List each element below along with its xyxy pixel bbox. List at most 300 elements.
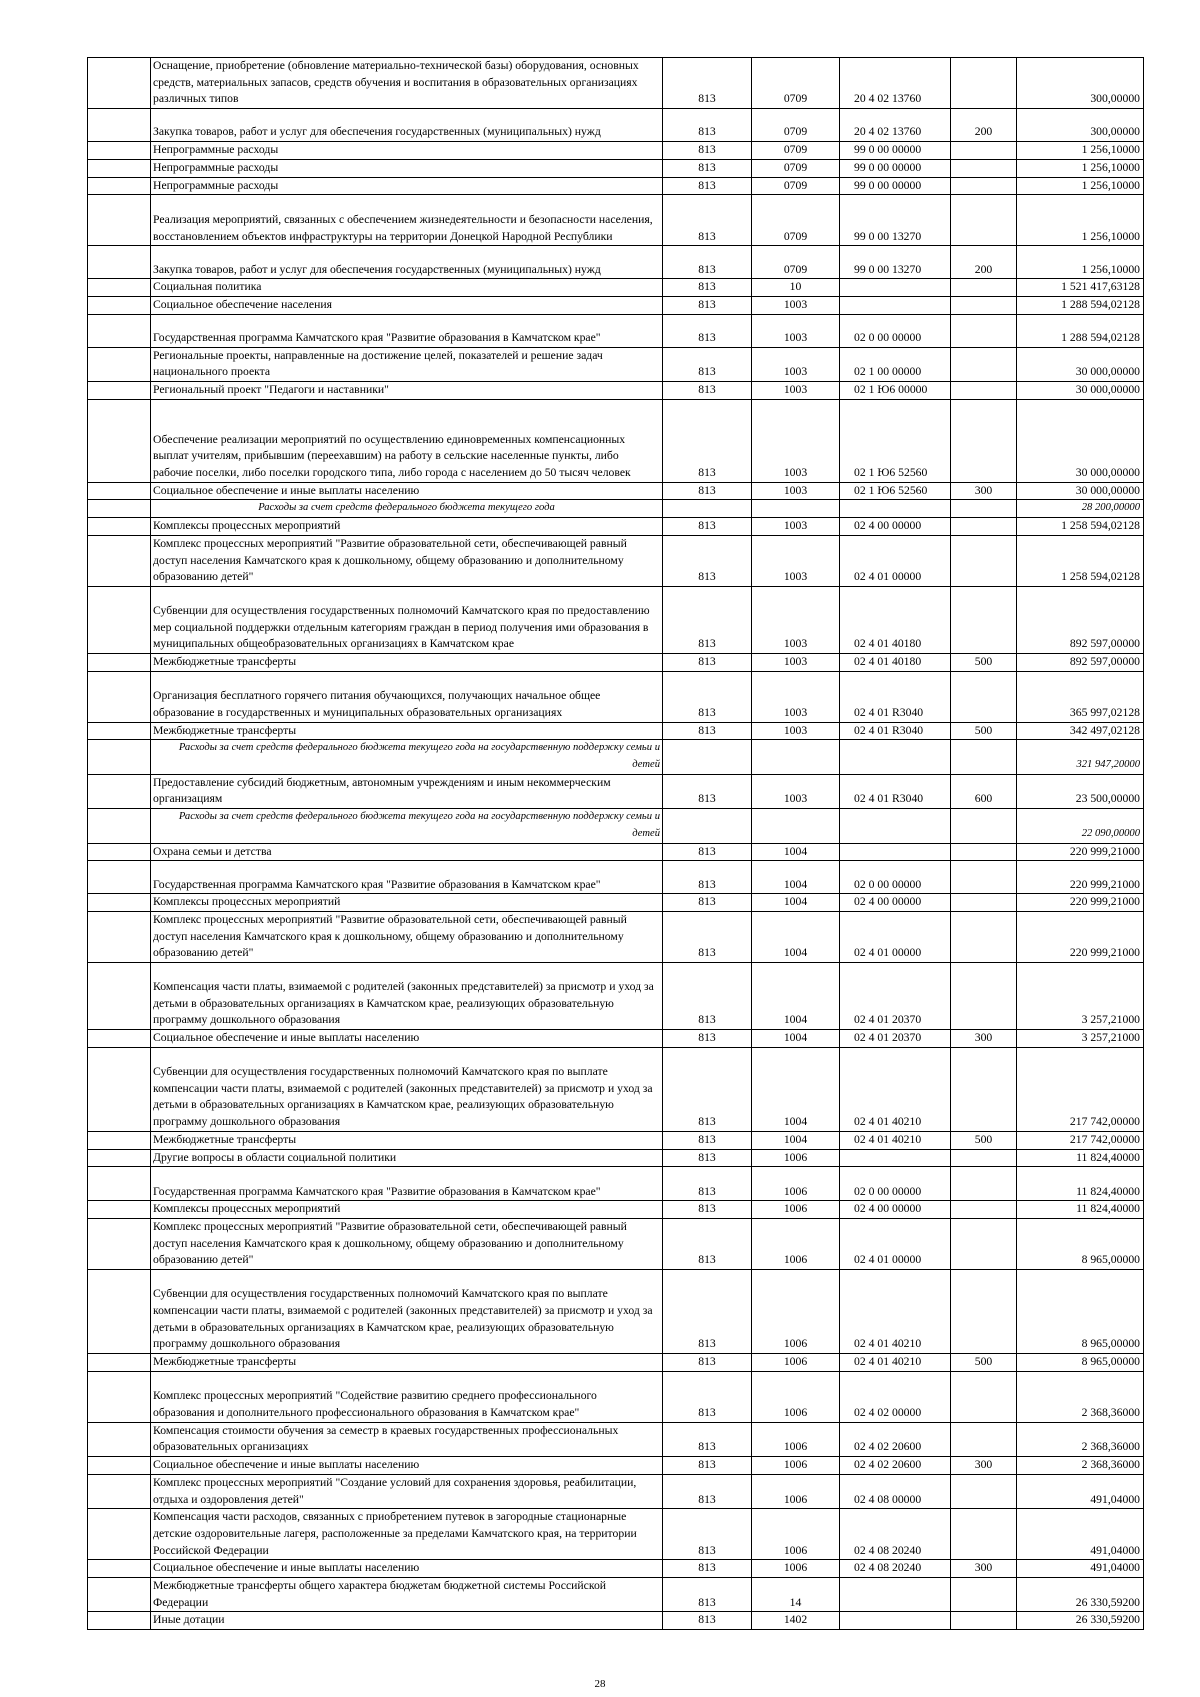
row-expense-type	[951, 399, 1017, 482]
row-expense-type	[951, 142, 1017, 160]
blank-cell	[88, 1612, 151, 1630]
row-section: 0709	[752, 142, 840, 160]
table-row	[88, 586, 1144, 653]
row-name: Комплексы процессных мероприятий	[151, 894, 663, 912]
blank-cell	[88, 1371, 151, 1422]
table-row	[88, 314, 1144, 347]
row-name: Непрограммные расходы	[151, 177, 663, 195]
row-expense-type	[951, 1149, 1017, 1167]
row-target-article: 02 4 02 20600	[840, 1457, 951, 1475]
row-name: Непрограммные расходы	[151, 159, 663, 177]
row-name: Государственная программа Камчатского края "Развитие образования в Камчатском крае"	[151, 314, 663, 347]
row-expense-type	[951, 1474, 1017, 1508]
row-code: 813	[663, 1509, 752, 1560]
row-code: 813	[663, 399, 752, 482]
row-code: 813	[663, 142, 752, 160]
row-section: 1006	[752, 1457, 840, 1475]
row-name: Социальная политика	[151, 279, 663, 297]
row-name: Закупка товаров, работ и услуг для обеспечения государственных (муниципальных) нужд	[151, 246, 663, 279]
row-code: 813	[663, 1371, 752, 1422]
table-row	[88, 1474, 1144, 1508]
blank-cell	[88, 809, 151, 843]
table-row	[88, 843, 1144, 861]
blank-cell	[88, 482, 151, 500]
row-code: 813	[663, 159, 752, 177]
row-code: 813	[663, 1422, 752, 1456]
row-expense-type: 500	[951, 653, 1017, 671]
row-code: 813	[663, 296, 752, 314]
row-section: 1006	[752, 1422, 840, 1456]
row-section: 1006	[752, 1371, 840, 1422]
row-section: 1003	[752, 774, 840, 808]
row-expense-type: 500	[951, 1131, 1017, 1149]
table-row	[88, 142, 1144, 160]
row-name: Комплекс процессных мероприятий "Создание условий для сохранения здоровья, реабилитации, отдыха и оздоровления детей"	[151, 1474, 663, 1508]
page-number: 28	[594, 1678, 606, 1690]
row-name: Комплекс процессных мероприятий "Развитие образовательной сети, обеспечивающей равный доступ населения Камчатского края к дошкольному, общему образованию и дополнительному образованию детей"	[151, 535, 663, 586]
blank-cell	[88, 653, 151, 671]
row-target-article: 02 4 01 40210	[840, 1047, 951, 1131]
row-expense-type	[951, 809, 1017, 843]
blank-cell	[88, 774, 151, 808]
row-amount: 3 257,21000	[1017, 1030, 1144, 1048]
blank-cell	[88, 296, 151, 314]
table-row	[88, 963, 1144, 1030]
table-row	[88, 482, 1144, 500]
table-row	[88, 894, 1144, 912]
row-amount: 30 000,00000	[1017, 382, 1144, 400]
row-section: 1402	[752, 1612, 840, 1630]
row-name: Субвенции для осуществления государственных полномочий Камчатского края по выплате компенсации части платы, взимаемой с родителей (законных представителей) за присмотр и уход за детьми в образовательных организациях в Камчатском крае, реализующих образовательную программу дошкольного образования	[151, 1270, 663, 1354]
row-expense-type: 500	[951, 722, 1017, 740]
row-expense-type: 300	[951, 1560, 1017, 1578]
row-expense-type	[951, 535, 1017, 586]
table-row	[88, 671, 1144, 722]
row-expense-type	[951, 1612, 1017, 1630]
row-expense-type	[951, 894, 1017, 912]
row-expense-type	[951, 1270, 1017, 1354]
row-expense-type: 500	[951, 1354, 1017, 1372]
row-expense-type	[951, 1218, 1017, 1269]
row-code: 813	[663, 1047, 752, 1131]
row-target-article: 02 4 01 00000	[840, 535, 951, 586]
row-name: Комплекс процессных мероприятий "Развитие образовательной сети, обеспечивающей равный доступ населения Камчатского края к дошкольному, общему образованию и дополнительному образованию детей"	[151, 911, 663, 962]
blank-cell	[88, 500, 151, 518]
blank-cell	[88, 58, 151, 109]
row-section: 0709	[752, 109, 840, 142]
row-amount: 220 999,21000	[1017, 894, 1144, 912]
row-name: Комплексы процессных мероприятий	[151, 1201, 663, 1219]
blank-cell	[88, 1149, 151, 1167]
table-row	[88, 809, 1144, 843]
blank-cell	[88, 518, 151, 536]
row-amount: 2 368,36000	[1017, 1371, 1144, 1422]
row-code: 813	[663, 109, 752, 142]
row-expense-type	[951, 159, 1017, 177]
row-section: 1006	[752, 1560, 840, 1578]
row-expense-type	[951, 382, 1017, 400]
row-section: 14	[752, 1578, 840, 1612]
row-expense-type	[951, 177, 1017, 195]
row-amount: 892 597,00000	[1017, 586, 1144, 653]
blank-cell	[88, 1030, 151, 1048]
row-name: Государственная программа Камчатского края "Развитие образования в Камчатском крае"	[151, 1167, 663, 1201]
row-name: Обеспечение реализации мероприятий по осуществлению единовременных компенсационных выплат учителям, прибывшим (переехавшим) на работу в сельские населенные пункты, либо рабочие поселки, либо поселки городского типа, либо города с населением до 50 тысяч человек	[151, 399, 663, 482]
row-section: 1003	[752, 722, 840, 740]
row-section: 1003	[752, 586, 840, 653]
row-name: Предоставление субсидий бюджетным, автономным учреждениям и иным некоммерческим организациям	[151, 774, 663, 808]
row-target-article: 20 4 02 13760	[840, 58, 951, 109]
row-expense-type	[951, 740, 1017, 774]
row-expense-type	[951, 1047, 1017, 1131]
row-target-article: 99 0 00 13270	[840, 246, 951, 279]
row-expense-type	[951, 296, 1017, 314]
row-section: 1003	[752, 535, 840, 586]
row-target-article: 02 4 00 00000	[840, 518, 951, 536]
blank-cell	[88, 177, 151, 195]
row-name: Расходы за счет средств федерального бюджета текущего года на государственную поддержку семьи и детей	[151, 809, 663, 843]
row-code: 813	[663, 1201, 752, 1219]
blank-cell	[88, 1201, 151, 1219]
row-expense-type	[951, 1201, 1017, 1219]
row-name: Иные дотации	[151, 1612, 663, 1630]
row-target-article	[840, 296, 951, 314]
table-row	[88, 1612, 1144, 1630]
row-expense-type	[951, 1509, 1017, 1560]
row-section: 1004	[752, 1047, 840, 1131]
row-code: 813	[663, 177, 752, 195]
row-code: 813	[663, 195, 752, 246]
blank-cell	[88, 1047, 151, 1131]
blank-cell	[88, 894, 151, 912]
table-row	[88, 1457, 1144, 1475]
row-name: Межбюджетные трансферты	[151, 722, 663, 740]
row-target-article	[840, 740, 951, 774]
row-target-article: 02 4 01 00000	[840, 911, 951, 962]
row-amount: 8 965,00000	[1017, 1354, 1144, 1372]
row-name: Межбюджетные трансферты общего характера бюджетам бюджетной системы Российской Федерации	[151, 1578, 663, 1612]
row-expense-type: 300	[951, 1457, 1017, 1475]
table-row	[88, 1371, 1144, 1422]
row-section: 1003	[752, 671, 840, 722]
row-section: 1006	[752, 1270, 840, 1354]
row-section: 10	[752, 279, 840, 297]
row-name: Комплексы процессных мероприятий	[151, 518, 663, 536]
row-target-article	[840, 1578, 951, 1612]
row-expense-type	[951, 1371, 1017, 1422]
blank-cell	[88, 1131, 151, 1149]
table-row	[88, 109, 1144, 142]
row-target-article: 02 0 00 00000	[840, 1167, 951, 1201]
row-amount: 217 742,00000	[1017, 1047, 1144, 1131]
blank-cell	[88, 1457, 151, 1475]
row-expense-type: 200	[951, 246, 1017, 279]
table-row	[88, 653, 1144, 671]
blank-cell	[88, 159, 151, 177]
blank-cell	[88, 246, 151, 279]
row-expense-type	[951, 195, 1017, 246]
row-code: 813	[663, 894, 752, 912]
row-amount: 1 288 594,02128	[1017, 296, 1144, 314]
row-name: Охрана семьи и детства	[151, 843, 663, 861]
row-code: 813	[663, 518, 752, 536]
row-amount: 30 000,00000	[1017, 482, 1144, 500]
row-code: 813	[663, 586, 752, 653]
row-name: Социальное обеспечение населения	[151, 296, 663, 314]
row-name: Расходы за счет средств федерального бюджета текущего года	[151, 500, 663, 518]
row-amount: 3 257,21000	[1017, 963, 1144, 1030]
table-row	[88, 722, 1144, 740]
row-section: 1003	[752, 518, 840, 536]
blank-cell	[88, 1270, 151, 1354]
table-row	[88, 296, 1144, 314]
row-target-article: 02 4 01 40180	[840, 586, 951, 653]
row-name: Организация бесплатного горячего питания обучающихся, получающих начальное общее образование в государственных и муниципальных образовательных организациях	[151, 671, 663, 722]
blank-cell	[88, 195, 151, 246]
table-row	[88, 740, 1144, 774]
row-amount: 491,04000	[1017, 1509, 1144, 1560]
row-expense-type	[951, 279, 1017, 297]
row-name: Компенсация части расходов, связанных с приобретением путевок в загородные стационарные детские оздоровительные лагеря, расположенные за пределами Камчатского края, на территории Российской Федерации	[151, 1509, 663, 1560]
row-expense-type	[951, 843, 1017, 861]
row-amount: 491,04000	[1017, 1474, 1144, 1508]
table-row	[88, 1578, 1144, 1612]
table-row	[88, 159, 1144, 177]
row-amount: 8 965,00000	[1017, 1218, 1144, 1269]
row-target-article: 02 4 01 R3040	[840, 671, 951, 722]
row-target-article: 02 1 Ю6 52560	[840, 399, 951, 482]
table-body	[88, 58, 1144, 1630]
row-expense-type	[951, 58, 1017, 109]
row-code: 813	[663, 1270, 752, 1354]
row-amount: 11 824,40000	[1017, 1201, 1144, 1219]
table-row	[88, 1354, 1144, 1372]
row-amount: 300,00000	[1017, 109, 1144, 142]
blank-cell	[88, 1422, 151, 1456]
table-row	[88, 1030, 1144, 1048]
row-amount: 1 521 417,63128	[1017, 279, 1144, 297]
row-amount: 1 256,10000	[1017, 195, 1144, 246]
row-amount: 26 330,59200	[1017, 1578, 1144, 1612]
row-code	[663, 809, 752, 843]
row-amount: 491,04000	[1017, 1560, 1144, 1578]
row-code: 813	[663, 246, 752, 279]
table-row	[88, 1201, 1144, 1219]
row-target-article	[840, 809, 951, 843]
row-code: 813	[663, 382, 752, 400]
row-section: 0709	[752, 246, 840, 279]
row-code: 813	[663, 1030, 752, 1048]
row-amount: 300,00000	[1017, 58, 1144, 109]
blank-cell	[88, 861, 151, 894]
row-expense-type: 200	[951, 109, 1017, 142]
row-amount: 8 965,00000	[1017, 1270, 1144, 1354]
row-target-article: 02 1 Ю6 52560	[840, 482, 951, 500]
row-section: 1003	[752, 653, 840, 671]
blank-cell	[88, 382, 151, 400]
table-row	[88, 1270, 1144, 1354]
blank-cell	[88, 279, 151, 297]
row-section: 1004	[752, 1131, 840, 1149]
blank-cell	[88, 740, 151, 774]
row-target-article: 02 4 01 20370	[840, 1030, 951, 1048]
table-row	[88, 177, 1144, 195]
table-row	[88, 1131, 1144, 1149]
row-target-article	[840, 500, 951, 518]
row-target-article: 02 4 08 20240	[840, 1560, 951, 1578]
row-expense-type: 600	[951, 774, 1017, 808]
row-section: 1006	[752, 1167, 840, 1201]
table-row	[88, 1509, 1144, 1560]
blank-cell	[88, 1578, 151, 1612]
row-section: 1003	[752, 399, 840, 482]
row-amount: 321 947,20000	[1017, 740, 1144, 774]
row-section: 1006	[752, 1509, 840, 1560]
row-target-article: 02 1 Ю6 00000	[840, 382, 951, 400]
row-target-article: 02 4 01 R3040	[840, 722, 951, 740]
blank-cell	[88, 843, 151, 861]
blank-cell	[88, 109, 151, 142]
row-target-article: 02 4 01 R3040	[840, 774, 951, 808]
row-section: 1006	[752, 1354, 840, 1372]
row-section	[752, 740, 840, 774]
row-amount: 30 000,00000	[1017, 347, 1144, 381]
row-amount: 28 200,00000	[1017, 500, 1144, 518]
row-expense-type	[951, 347, 1017, 381]
row-code: 813	[663, 535, 752, 586]
table-row	[88, 58, 1144, 109]
row-amount: 220 999,21000	[1017, 911, 1144, 962]
row-amount: 342 497,02128	[1017, 722, 1144, 740]
row-expense-type	[951, 1578, 1017, 1612]
row-code: 813	[663, 1149, 752, 1167]
row-name: Региональный проект "Педагоги и наставники"	[151, 382, 663, 400]
row-code: 813	[663, 58, 752, 109]
row-amount: 1 258 594,02128	[1017, 518, 1144, 536]
row-code: 813	[663, 843, 752, 861]
row-amount: 26 330,59200	[1017, 1612, 1144, 1630]
blank-cell	[88, 1474, 151, 1508]
row-target-article: 99 0 00 00000	[840, 177, 951, 195]
row-amount: 2 368,36000	[1017, 1422, 1144, 1456]
row-section: 1006	[752, 1474, 840, 1508]
row-name: Межбюджетные трансферты	[151, 1131, 663, 1149]
row-target-article	[840, 1612, 951, 1630]
row-target-article: 02 4 08 20240	[840, 1509, 951, 1560]
row-code: 813	[663, 671, 752, 722]
row-amount: 1 258 594,02128	[1017, 535, 1144, 586]
row-expense-type: 300	[951, 1030, 1017, 1048]
row-code: 813	[663, 911, 752, 962]
row-section: 1003	[752, 482, 840, 500]
row-code: 813	[663, 1457, 752, 1475]
row-name: Региональные проекты, направленные на достижение целей, показателей и решение задач национального проекта	[151, 347, 663, 381]
row-expense-type	[951, 671, 1017, 722]
row-amount: 365 997,02128	[1017, 671, 1144, 722]
row-expense-type	[951, 1167, 1017, 1201]
row-section: 1003	[752, 382, 840, 400]
row-code: 813	[663, 774, 752, 808]
blank-cell	[88, 314, 151, 347]
row-target-article	[840, 843, 951, 861]
row-target-article: 02 4 01 40210	[840, 1131, 951, 1149]
row-section: 0709	[752, 58, 840, 109]
row-name: Компенсация части платы, взимаемой с родителей (законных представителей) за присмотр и уход за детьми в образовательных организациях в Камчатском крае, реализующих образовательную программу дошкольного образования	[151, 963, 663, 1030]
row-target-article: 02 1 00 00000	[840, 347, 951, 381]
row-name: Межбюджетные трансферты	[151, 1354, 663, 1372]
table-row	[88, 1560, 1144, 1578]
row-section: 1003	[752, 296, 840, 314]
row-target-article: 02 4 00 00000	[840, 894, 951, 912]
row-expense-type	[951, 518, 1017, 536]
row-expense-type	[951, 963, 1017, 1030]
row-name: Социальное обеспечение и иные выплаты населению	[151, 1457, 663, 1475]
row-code: 813	[663, 1560, 752, 1578]
row-section: 1004	[752, 1030, 840, 1048]
row-name: Другие вопросы в области социальной политики	[151, 1149, 663, 1167]
row-expense-type	[951, 1422, 1017, 1456]
blank-cell	[88, 1218, 151, 1269]
table-row	[88, 518, 1144, 536]
blank-cell	[88, 722, 151, 740]
table-row	[88, 1167, 1144, 1201]
row-code: 813	[663, 1474, 752, 1508]
blank-cell	[88, 1354, 151, 1372]
row-code	[663, 740, 752, 774]
row-amount: 23 500,00000	[1017, 774, 1144, 808]
row-section: 1004	[752, 963, 840, 1030]
row-code: 813	[663, 347, 752, 381]
row-amount: 220 999,21000	[1017, 843, 1144, 861]
row-code: 813	[663, 963, 752, 1030]
row-section: 1004	[752, 911, 840, 962]
blank-cell	[88, 1560, 151, 1578]
row-name: Государственная программа Камчатского края "Развитие образования в Камчатском крае"	[151, 861, 663, 894]
row-section: 0709	[752, 159, 840, 177]
row-name: Комплекс процессных мероприятий "Содействие развитию среднего профессионального образования и дополнительного профессионального образования в Камчатском крае"	[151, 1371, 663, 1422]
row-section: 1006	[752, 1201, 840, 1219]
row-amount: 11 824,40000	[1017, 1167, 1144, 1201]
row-target-article: 99 0 00 00000	[840, 159, 951, 177]
table-row	[88, 195, 1144, 246]
row-name: Социальное обеспечение и иные выплаты населению	[151, 482, 663, 500]
row-amount: 1 256,10000	[1017, 246, 1144, 279]
row-amount: 1 256,10000	[1017, 177, 1144, 195]
table-row	[88, 279, 1144, 297]
row-amount: 217 742,00000	[1017, 1131, 1144, 1149]
table-row	[88, 1149, 1144, 1167]
row-amount: 1 256,10000	[1017, 142, 1144, 160]
table-row	[88, 399, 1144, 482]
row-section	[752, 809, 840, 843]
table-row	[88, 246, 1144, 279]
table-row	[88, 1218, 1144, 1269]
row-code: 813	[663, 722, 752, 740]
row-name: Социальное обеспечение и иные выплаты населению	[151, 1030, 663, 1048]
row-amount: 1 256,10000	[1017, 159, 1144, 177]
row-section: 1004	[752, 861, 840, 894]
row-code: 813	[663, 314, 752, 347]
blank-cell	[88, 963, 151, 1030]
row-target-article: 99 0 00 13270	[840, 195, 951, 246]
row-code: 813	[663, 861, 752, 894]
row-amount: 22 090,00000	[1017, 809, 1144, 843]
row-name: Оснащение, приобретение (обновление материально-технической базы) оборудования, основных средств, материальных запасов, средств обучения и воспитания в образовательных организациях различных типов	[151, 58, 663, 109]
row-code: 813	[663, 1218, 752, 1269]
row-section: 1004	[752, 843, 840, 861]
row-name: Расходы за счет средств федерального бюджета текущего года на государственную поддержку семьи и детей	[151, 740, 663, 774]
row-section: 1006	[752, 1149, 840, 1167]
